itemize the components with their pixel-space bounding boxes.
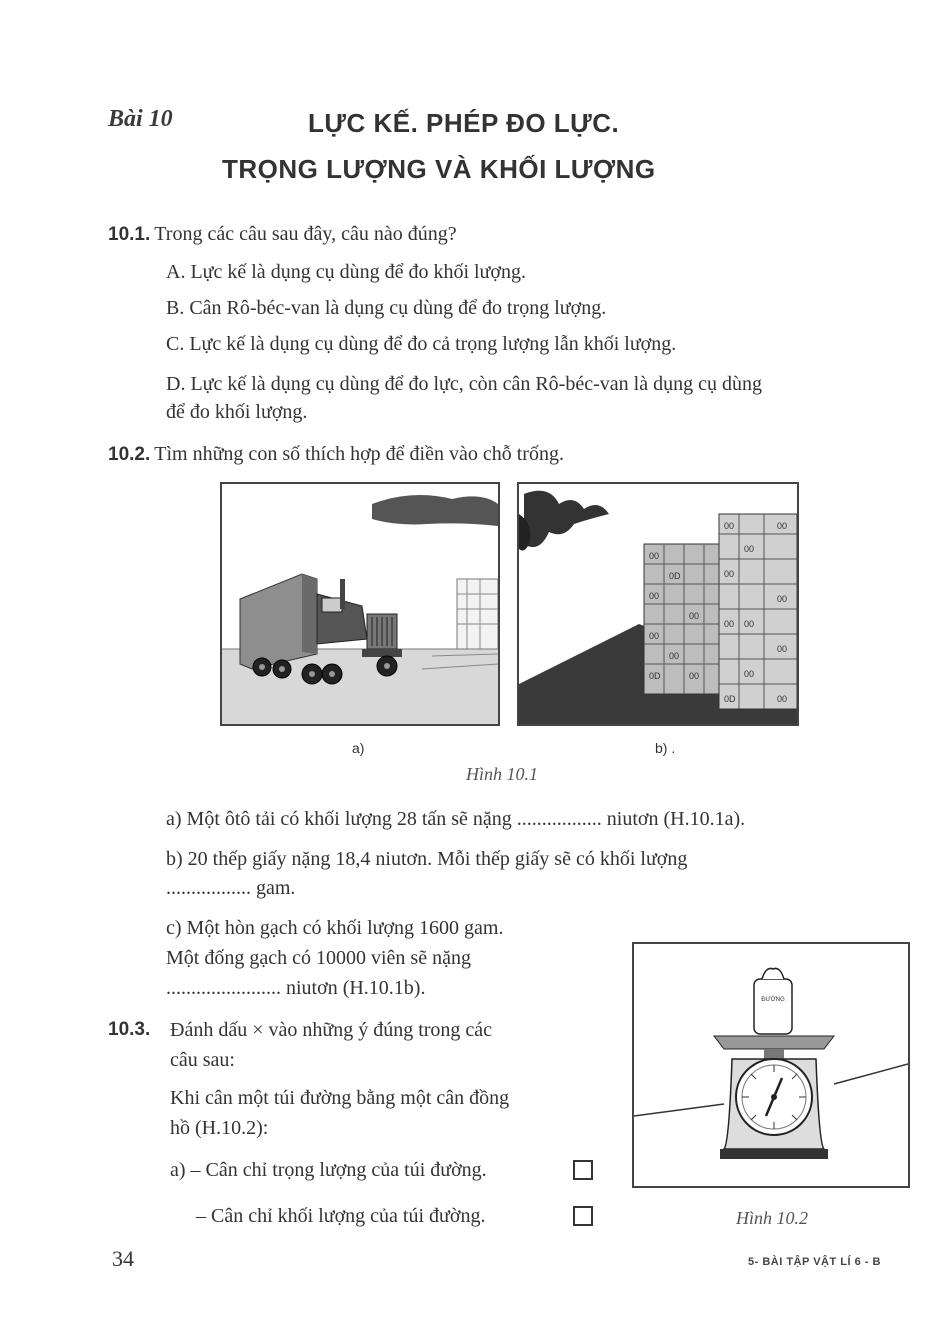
question-intro-line1: Khi cân một túi đường bằng một cân đồng [170,1087,510,1109]
box-mark: 00 [689,671,700,681]
box-mark: 00 [744,619,755,629]
checkbox-weight[interactable] [573,1160,593,1180]
figure-label-a: a) [352,740,365,756]
question-prompt-line2: câu sau: [170,1049,235,1071]
figure-boxes [517,482,799,726]
box-mark: 00 [744,544,755,554]
figure-truck [220,482,500,726]
option-d: D. Lực kế là dụng cụ dùng để đo lực, còn cân Rô-béc-van là dụng cụ dùng [166,373,762,395]
question-10-2 [108,440,564,468]
bag-label: ĐƯỜNG [761,997,785,1003]
box-mark: 00 [777,644,788,654]
lesson-title-line2: TRỌNG LƯỢNG VÀ KHỐI LƯỢNG [222,154,656,184]
box-mark: 00 [777,694,788,704]
box-mark: 0D [669,571,681,581]
book-label: 5- BÀI TẬP VẬT LÍ 6 - B [748,1256,881,1268]
box-mark: 00 [744,669,755,679]
item-c-line3: ....................... niutơn (H.10.1b). [166,977,426,999]
option-b: B. Cân Rô-béc-van là dụng cụ dùng để đo trọng lượng. [166,297,607,319]
box-mark: 00 [777,594,788,604]
item-b-line2: ................. gam. [166,877,296,899]
box-mark: 00 [669,651,680,661]
scale-illustration [634,944,908,1186]
question-number: 10.1. [108,224,151,245]
question-10-1 [108,220,457,248]
box-mark: 00 [649,591,660,601]
item-a: a) Một ôtô tải có khối lượng 28 tấn sẽ nặng ................. niutơn (H.10.1a). [166,808,746,830]
option-a: A. Lực kế là dụng cụ dùng để đo khối lượng. [166,261,526,283]
option-c: C. Lực kế là dụng cụ dùng để đo cả trọng lượng lẫn khối lượng. [166,333,677,355]
item-c-line1: c) Một hòn gạch có khối lượng 1600 gam. [166,917,504,939]
figure-caption-10-1: Hình 10.1 [466,764,538,784]
box-mark: 00 [724,619,735,629]
box-mark: 0D [649,671,661,681]
question-prompt: Trong các câu sau đây, câu nào đúng? [154,223,457,245]
item-b-line1: b) 20 thếp giấy nặng 18,4 niutơn. Mỗi thếp giấy sẽ có khối lượng [166,848,688,870]
box-mark: 00 [724,569,735,579]
box-mark: 0D [724,694,736,704]
question-number: 10.2. [108,444,151,465]
box-mark: 00 [689,611,700,621]
boxes-illustration [519,484,797,724]
question-prompt-line1: Đánh dấu × vào những ý đúng trong các [170,1019,493,1041]
lesson-label: Bài 10 [108,106,173,132]
page-number: 34 [112,1246,134,1271]
option-d-continued: để đo khối lượng. [166,401,308,423]
checkbox-mass[interactable] [573,1206,593,1226]
box-mark: 00 [724,521,735,531]
lesson-title-line1: LỰC KẾ. PHÉP ĐO LỰC. [308,108,620,138]
question-prompt: Tìm những con số thích hợp để điền vào chỗ trống. [154,443,564,465]
question-number: 10.3. [108,1019,151,1040]
truck-illustration [222,484,498,724]
figure-caption-10-2: Hình 10.2 [736,1208,808,1228]
figure-label-b: b) . [655,740,676,756]
box-mark: 00 [649,551,660,561]
choice-weight: a) – Cân chỉ trọng lượng của túi đường. [170,1159,487,1181]
choice-mass: – Cân chỉ khối lượng của túi đường. [196,1205,486,1227]
box-mark: 00 [649,631,660,641]
item-c-line2: Một đống gạch có 10000 viên sẽ nặng [166,947,471,969]
box-mark: 00 [777,521,788,531]
question-intro-line2: hồ (H.10.2): [170,1117,269,1139]
figure-scale [632,942,910,1188]
